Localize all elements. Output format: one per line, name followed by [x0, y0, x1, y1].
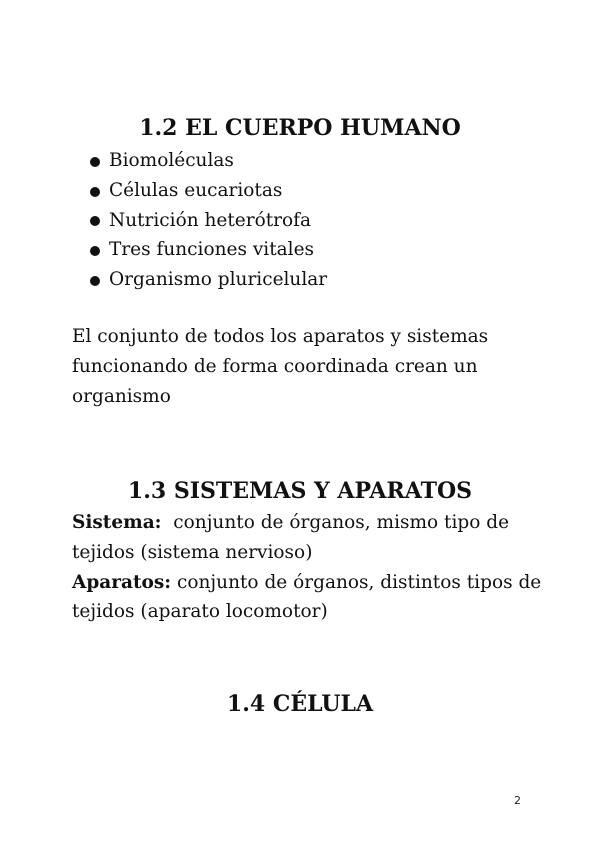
bullet-icon [90, 246, 100, 256]
definition-text: conjunto de órganos, mismo tipo de tejidos (sistema nervioso) [72, 512, 515, 563]
bullet-icon [90, 157, 100, 167]
definition-term: Aparatos: [72, 571, 172, 593]
page-number: 2 [514, 794, 521, 807]
list-item-text: Tres funciones vitales [109, 239, 315, 261]
bullet-icon [90, 216, 100, 226]
definition-text: conjunto de órganos, distintos tipos de tejidos (aparato locomotor) [72, 571, 548, 623]
bullet-list [90, 146, 327, 295]
definition-term: Sistema: [72, 512, 162, 533]
definitions-block [72, 508, 552, 627]
list-item-text: Células eucariotas [109, 179, 283, 201]
list-item [90, 265, 327, 295]
list-item [90, 235, 327, 265]
definition-sistema [72, 508, 552, 568]
list-item [90, 206, 327, 236]
list-item-text: Biomoléculas [109, 150, 234, 171]
list-item [90, 146, 327, 176]
bullet-icon [90, 276, 100, 286]
definition-aparatos [72, 568, 552, 628]
section-heading-sistemas-aparatos: 1.3 SISTEMAS Y APARATOS [127, 478, 473, 504]
section-heading-celula: 1.4 CÉLULA [226, 691, 374, 717]
list-item-text: Nutrición heterótrofa [109, 209, 312, 231]
section-heading-cuerpo-humano: 1.2 EL CUERPO HUMANO [139, 115, 461, 141]
bullet-icon [90, 187, 100, 197]
organismo-paragraph: El conjunto de todos los aparatos y sistemas funcionando de forma coordinada crean un organismo [72, 326, 489, 407]
list-item [90, 176, 327, 206]
list-item-text: Organismo pluricelular [109, 269, 328, 291]
